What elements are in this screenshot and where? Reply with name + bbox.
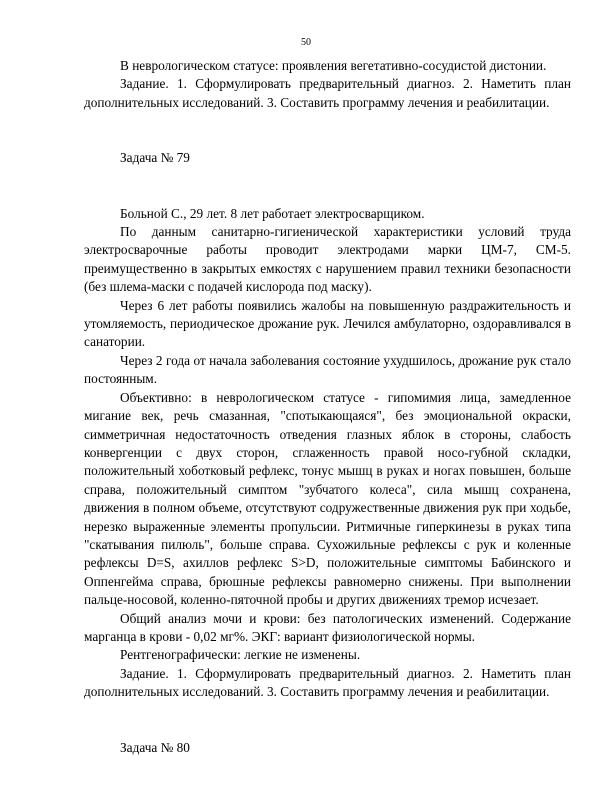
paragraph: По данным санитарно-гигиенической характеристики условий труда электросварочные работы проводит электродами марки ЦМ-7, СМ-5. преимущественно в закрытых емкостях с нарушением правил техники безопасности (без шлема-маски с подачей кислорода под маску). — [84, 224, 571, 295]
paragraph: Задание. 1. Сформулировать предварительный диагноз. 2. Наметить план дополнительных исследований. 3. Составить программу лечения и реабилитации. — [84, 665, 571, 700]
paragraph: Задание. 1. Сформулировать предварительный диагноз. 2. Наметить план дополнительных исследований. 3. Составить программу лечения и реабилитации. — [84, 76, 571, 110]
task-heading-80: Задача № 80 — [120, 739, 190, 755]
paragraph: Больной С., 29 лет. 8 лет работает электросварщиком. — [120, 205, 425, 221]
paragraph: Объективно: в неврологическом статусе - гипомимия лица, замедленное мигание век, речь смазанная, "спотыкающаяся", без эмоциональной окраски, симметричная недостаточность отведения глазных яблок в стороны, слабость конвергенции с двух сторон, сглаженность правой носо-губной складки, положительный хоботковый рефлекс, тонус мышц в руках и ногах повышен, больше справа, положительный симптом "зубчатого колеса", сила мышц сохранена, движения в полном объеме, отсутствуют содружественные движения рук при ходьбе, нерезко выраженные элементы пропульсии. Ритмичные гиперкинезы в руках типа "скатывания пилюль", больше справа. Сухожильные рефлексы с рук и коленные рефлексы D=S, ахиллов рефлекс S>D, положительные симптомы Бабинского и Оппенгейма справа, брюшные рефлексы равномерно снижены. При выполнении пальце-носовой, коленно-пяточной пробы и других движениях тремор исчезает. — [84, 389, 571, 608]
page-body — [84, 57, 571, 757]
spacer — [84, 702, 571, 739]
page-number: 50 — [301, 37, 311, 48]
paragraph: В неврологическом статусе: проявления вегетативно-сосудистой дистонии. — [120, 58, 547, 73]
task-heading-79: Задача № 79 — [120, 150, 190, 166]
paragraph: Общий анализ мочи и крови: без патологических изменений. Содержание марганца в крови - 0,02 мг%. ЭКГ: вариант физиологической нормы. — [84, 610, 571, 644]
paragraph: Через 6 лет работы появились жалобы на повышенную раздражительность и утомляемость, периодическое дрожание рук. Лечился амбулаторно, оздоравливался в санатории. — [84, 297, 571, 350]
spacer — [84, 168, 571, 205]
spacer — [84, 112, 571, 149]
paragraph: Через 2 года от начала заболевания состояние ухудшилось, дрожание рук стало постоянным. — [84, 352, 571, 387]
paragraph: Рентгенографически: легкие не изменены. — [120, 647, 361, 663]
